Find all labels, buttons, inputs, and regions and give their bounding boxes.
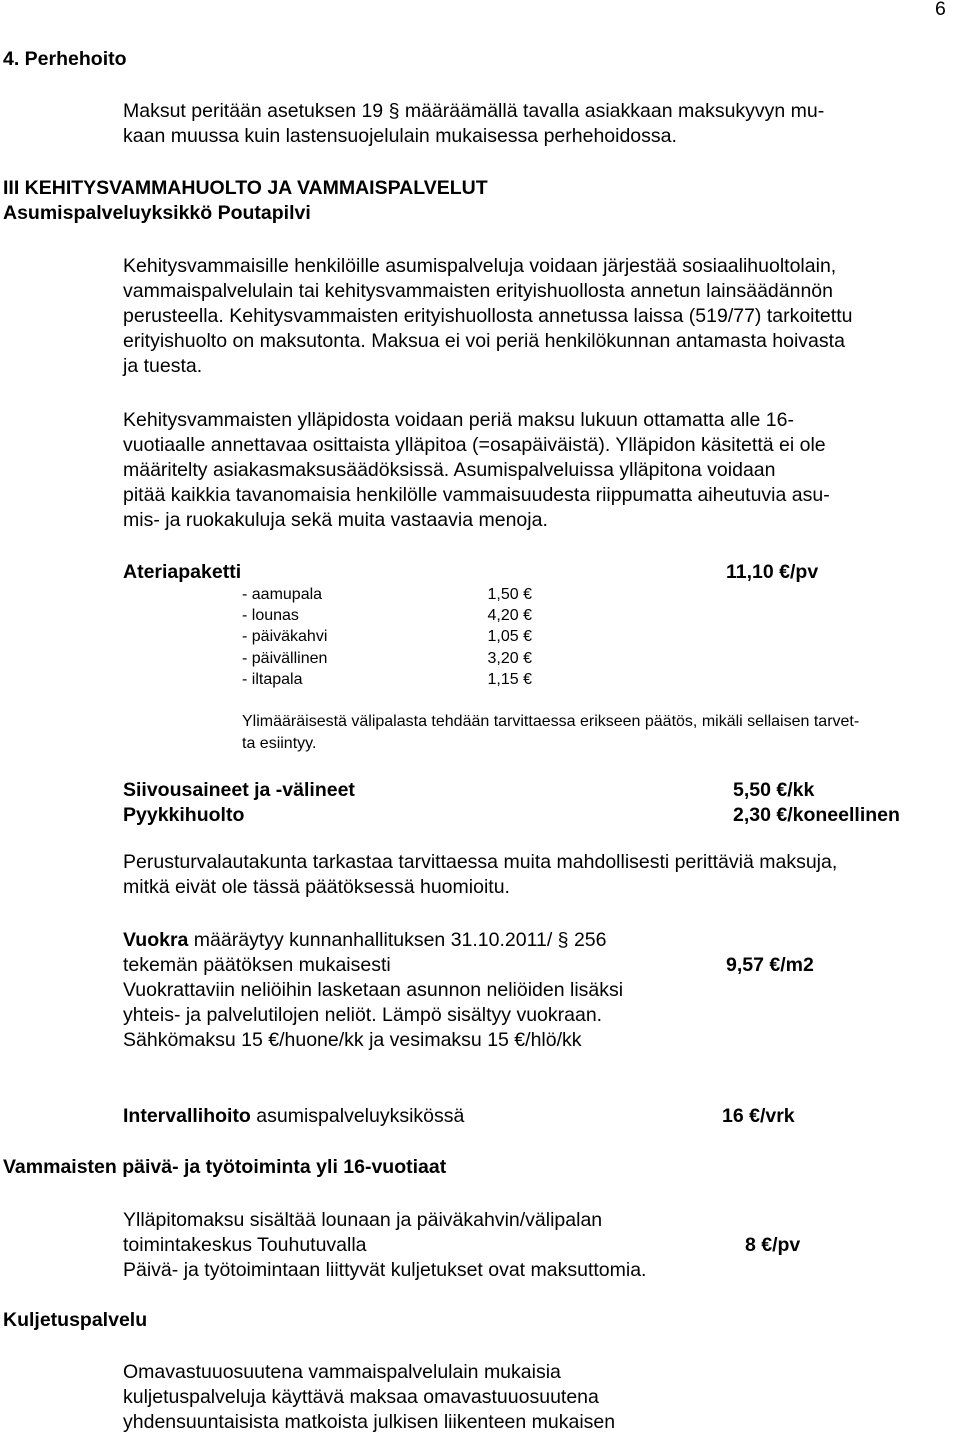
pyykki-price: 2,30 €/koneellinen [733, 804, 900, 826]
text-line: Ylimääräisestä välipalasta tehdään tarvittaessa erikseen päätös, mikäli sellaisen tarvet- [242, 713, 860, 730]
text-line: yhteis- ja palvelutilojen neliöt. Lämpö sisältyy vuokraan. [123, 1004, 603, 1026]
pyykki-label: Pyykkihuolto [123, 804, 245, 826]
siivous-price: 5,50 €/kk [733, 779, 815, 801]
text-line: Omavastuuosuutena vammaispalvelulain mukaisia [123, 1361, 561, 1383]
text-line: kuljetuspalveluja käyttävä maksaa omavastuuosuutena [123, 1386, 599, 1408]
meal-name: - lounas [242, 607, 299, 624]
vuokra-price: 9,57 €/m2 [726, 954, 814, 976]
meal-price: 4,20 € [487, 607, 532, 624]
section-heading-kuljetus: Kuljetuspalvelu [3, 1309, 148, 1331]
intervalli-label: Intervallihoito [123, 1105, 251, 1127]
vammaisten-block [123, 1208, 646, 1283]
intervalli-line [123, 1104, 464, 1129]
yllapito-paragraph [123, 408, 933, 533]
ateriapaketti-label: Ateriapaketti [123, 561, 242, 583]
text-line: vuotiaalle annettavaa osittaista ylläpitoa (=osapäiväistä). Ylläpidon käsitettä ei ole [123, 434, 826, 456]
text-line: Päivä- ja työtoimintaan liittyvät kuljetukset ovat maksuttomia. [123, 1259, 647, 1281]
text-line: Maksut peritään asetuksen 19 § määräämällä tavalla asiakkaan maksukyvyn mu- [123, 100, 825, 122]
meal-price: 1,50 € [487, 586, 532, 603]
text-line: ta esiintyy. [242, 734, 317, 752]
section-heading-kehitysvammahuolto: III KEHITYSVAMMAHUOLTO JA VAMMAISPALVELUT [3, 177, 488, 199]
section-heading-perhehoito: 4. Perhehoito [3, 48, 127, 70]
section-heading-vammaisten: Vammaisten päivä- ja työtoiminta yli 16-vuotiaat [3, 1156, 447, 1178]
subheading-poutapilvi: Asumispalveluyksikkö Poutapilvi [3, 202, 311, 224]
vammaisten-price: 8 €/pv [745, 1234, 801, 1256]
meal-price: 3,20 € [487, 650, 532, 667]
text-line: yhdensuuntaisista matkoista julkisen liikenteen mukaisen [123, 1411, 616, 1433]
intervalli-price: 16 €/vrk [722, 1105, 795, 1127]
text-line: Kehitysvammaisille henkilöille asumispalveluja voidaan järjestää sosiaalihuoltolain, [123, 255, 837, 277]
perusturva-paragraph [123, 850, 933, 900]
text-line: ja tuesta. [123, 355, 203, 377]
text-line: toimintakeskus Touhutuvalla [123, 1234, 367, 1256]
vuokra-label: Vuokra [123, 929, 189, 951]
text-line: pitää kaikkia tavanomaisia henkilölle vammaisuudesta riippumatta aiheutuvia asu- [123, 484, 830, 506]
siivous-label: Siivousaineet ja -välineet [123, 779, 355, 801]
meal-name: - päiväkahvi [242, 628, 328, 645]
meal-price: 1,05 € [487, 628, 532, 645]
text-line: asumispalveluyksikössä [250, 1105, 465, 1127]
text-line: mitkä eivät ole tässä päätöksessä huomioitu. [123, 876, 510, 898]
ateriapaketti-price: 11,10 €/pv [726, 561, 819, 583]
page-number: 6 [935, 0, 946, 20]
text-line: Kehitysvammaisten ylläpidosta voidaan periä maksu lukuun ottamatta alle 16- [123, 409, 794, 431]
meal-name: - päivällinen [242, 650, 328, 667]
text-line: vammaispalvelulain tai kehitysvammaisten erityishuollosta annetun lainsäädännön [123, 280, 833, 302]
text-line: tekemän päätöksen mukaisesti [123, 954, 391, 976]
text-line: Perusturvalautakunta tarkastaa tarvittaessa muita mahdollisesti perittäviä maksuja, [123, 851, 838, 873]
asumispalvelu-paragraph [123, 254, 933, 379]
text-line: erityishuolto on maksutonta. Maksua ei voi periä henkilökunnan antamasta hoivasta [123, 330, 845, 352]
meal-name: - iltapala [242, 671, 303, 688]
kuljetus-block [123, 1360, 615, 1435]
text-line: Vuokrattaviin neliöihin lasketaan asunnon neliöiden lisäksi [123, 979, 624, 1001]
text-line: kaan muussa kuin lastensuojelulain mukaisessa perhehoidossa. [123, 125, 677, 147]
text-line: määritelty asiakasmaksusäädöksissä. Asumispalveluissa ylläpitona voidaan [123, 459, 776, 481]
text-line: Sähkömaksu 15 €/huone/kk ja vesimaksu 15 €/hlö/kk [123, 1029, 582, 1051]
vuokra-block [123, 928, 623, 1053]
ateriapaketti-note [242, 711, 859, 754]
text-line: Ylläpitomaksu sisältää lounaan ja päiväkahvin/välipalan [123, 1209, 603, 1231]
text-line: mis- ja ruokakuluja sekä muita vastaavia menoja. [123, 509, 548, 531]
meal-price: 1,15 € [487, 671, 532, 688]
text-line: perusteella. Kehitysvammaisten erityishuollosta annetussa laissa (519/77) tarkoitettu [123, 305, 853, 327]
meal-name: - aamupala [242, 586, 323, 603]
text-line: määräytyy kunnanhallituksen 31.10.2011/ § 256 [188, 929, 607, 951]
perhehoito-paragraph [123, 99, 933, 149]
